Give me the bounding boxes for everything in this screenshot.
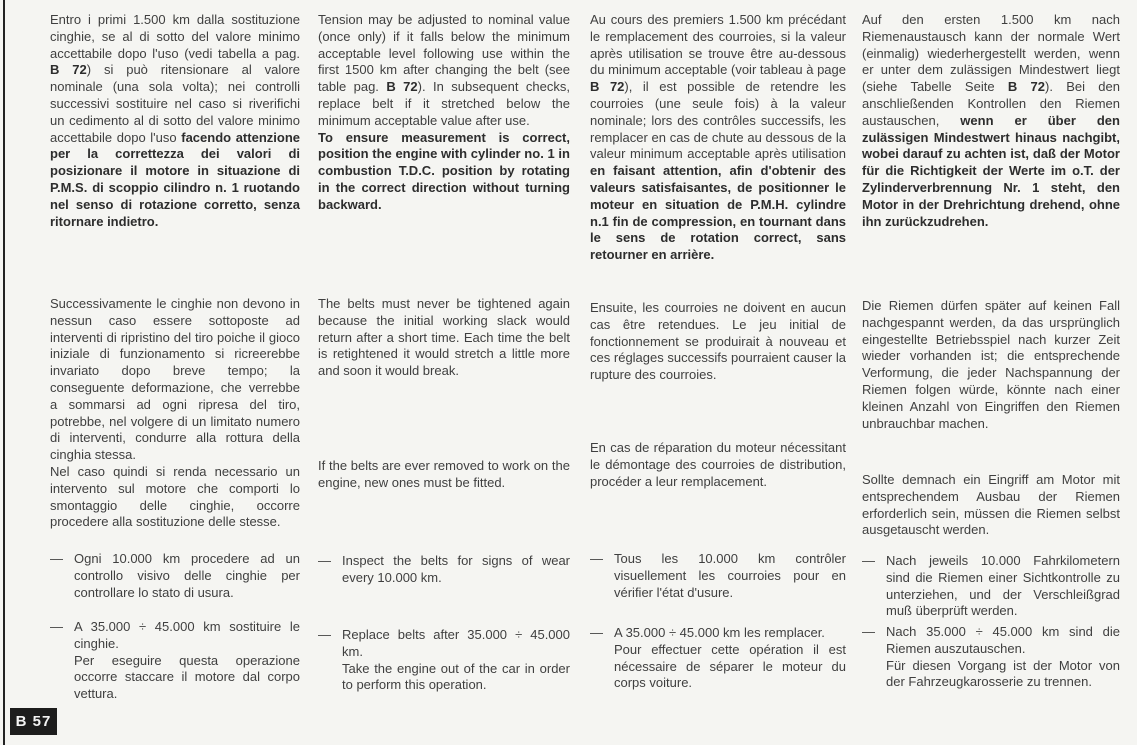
para-belt-removal-fr: En cas de réparation du moteur nécessitant le démontage des courroies de distribution, procéder a leur remplacement.	[590, 440, 846, 489]
dash-marker: —	[50, 619, 63, 634]
bullet-text: Tous les 10.000 km contrôler visuellement les courroies pour en vérifier l'état d'usure.	[614, 551, 846, 600]
page-number-badge: B 57	[10, 708, 57, 735]
bullet-text: Nach jeweils 10.000 Fahrkilometern sind die Riemen einer Sichtkontrolle zu unterziehen, und der Verschleißgrad muß überprüft werden.	[886, 553, 1120, 619]
dash-marker: —	[862, 553, 875, 568]
para-retension-rule-it: Entro i primi 1.500 km dalla sostituzione cinghie, se al di sotto del valore minimo accettabile dopo l'uso (vedi tabella a pag. B 72) si può ritensionare al valore nominale (una sola volta); nei controlli successivi sostituire nel caso si riverifichi un cedimento al di sotto del valore minimo accettabile dopo l'uso facendo attenzione per la correttezza dei valori di posizionare il motore in situazione di P.M.S. di scoppio cilindro n. 1 ruotando nel senso di rotazione corretto, senza ritornare indietro.	[50, 12, 300, 229]
bullet-inspection-fr	[590, 551, 846, 601]
dash-marker: —	[318, 553, 331, 568]
bullet-text: Nach 35.000 ÷ 45.000 km sind die Riemen auszutauschen.	[886, 624, 1120, 656]
column-italian	[50, 0, 300, 745]
para-retension-rule-fr: Au cours des premiers 1.500 km précédant le remplacement des courroies, si la valeur après utilisation se trouve être au-dessous du minimum acceptable (voir tableau à page B 72), il est possible de retendre les courroies (une seule fois) à la valeur nominale; lors des contrôles successifs, les remplacer en cas de chute au dessous de la valeur minimum acceptable après utilisation en faisant attention, afin d'obtenir des valeurs satisfaisantes, de positionner le moteur en situation de P.M.H. cylindre n.1 fin de compression, en tournant dans le sens de rotation correct, sans retourner en arrière.	[590, 12, 846, 263]
page-left-border	[3, 0, 5, 745]
dash-marker: —	[590, 551, 603, 566]
column-german	[862, 0, 1120, 745]
bullet-replacement-it	[50, 619, 300, 703]
column-french	[590, 0, 846, 745]
para-belt-removal-it: Nel caso quindi si renda necessario un intervento sul motore che comporti lo smontaggio delle cinghie, occorre procedere alla sostituzione delle stesse.	[50, 464, 300, 530]
bullet-text: Inspect the belts for signs of wear every 10.000 km.	[342, 553, 570, 585]
bullet-replacement-fr	[590, 625, 846, 692]
bullet-replacement-en	[318, 627, 570, 694]
dash-marker: —	[318, 627, 331, 642]
para-no-retighten-fr: Ensuite, les courroies ne doivent en aucun cas être retendues. Le jeu initial de fonctionnement se produirait à nouveau et ces réglages successifs pourraient causer la rupture des courroies.	[590, 300, 846, 383]
bullet-inspection-de	[862, 553, 1120, 620]
bullet-replacement-de	[862, 624, 1120, 691]
para-belt-removal-de: Sollte demnach ein Eingriff am Motor mit entsprechendem Ausbau der Riemen erforderlich sein, müssen die Riemen selbst ausgetauscht werden.	[862, 472, 1120, 538]
para-retension-rule-en	[318, 12, 570, 214]
column-english	[318, 0, 570, 745]
bullet-extra-text: Per eseguire questa operazione occorre staccare il motore dal corpo vettura.	[74, 652, 300, 702]
bullet-text: A 35.000 ÷ 45.000 km sostituire le cinghie.	[74, 619, 300, 651]
bullet-inspection-en	[318, 553, 570, 587]
para-tdc-warning-en: To ensure measurement is correct, position the engine with cylinder no. 1 in combustion T.D.C. position by rotating in the correct direction without turning backward.	[318, 129, 570, 212]
para-no-retighten-it: Successivamente le cinghie non devono in nessun caso essere sottoposte ad interventi di ripristino del tiro poiche il gioco iniziale di funzionamento si ricreerebbe invariato dopo breve tempo; la conseguente deformazione, che verrebbe a sommarsi ad ogni ripresa del tiro, potrebbe, nel volgere di un limitato numero di interventi, condurre alla rottura della cinghia stessa.	[50, 296, 300, 463]
bullet-inspection-it	[50, 551, 300, 601]
dash-marker: —	[590, 625, 603, 640]
para-retension-rule-de: Auf den ersten 1.500 km nach Riemenaustausch kann der normale Wert (einmalig) wiederhergestellt werden, wenn er unter dem zulässigen Mindestwert liegt (siehe Tabelle Seite B 72). Bei den anschließenden Kontrollen den Riemen austauschen, wenn er über den zulässigen Mindestwert hinaus nachgibt, wobei darauf zu achten ist, daß der Motor für die Richtigkeit der Werte im o.T. der Zylinderverbrennung Nr. 1 steht, den Motor in der Drehrichtung drehend, ohne ihn zurückzudrehen.	[862, 12, 1120, 229]
para-belt-removal-en: If the belts are ever removed to work on the engine, new ones must be fitted.	[318, 458, 570, 490]
bullet-extra-text: Für diesen Vorgang ist der Motor von der Fahrzeugkarosserie zu trennen.	[886, 657, 1120, 690]
bullet-text: A 35.000 ÷ 45.000 km les remplacer.	[614, 625, 825, 640]
para-retension-rule-en-text: Tension may be adjusted to nominal value (once only) if it falls below the minimum acceptable level following use within the first 1500 km after changing the belt (see table pag. B 72). In subsequent checks, replace belt if it stretched below the minimum acceptable value after use.	[318, 12, 570, 128]
dash-marker: —	[50, 551, 63, 566]
bullet-text: Replace belts after 35.000 ÷ 45.000 km.	[342, 627, 570, 659]
dash-marker: —	[862, 624, 875, 639]
bullet-extra-text: Pour effectuer cette opération il est nécessaire de séparer le moteur du corps voiture.	[614, 641, 846, 691]
para-no-retighten-de: Die Riemen dürfen später auf keinen Fall nachgespannt werden, da das ursprünglich eingestellte Betriebsspiel nach kurzer Zeit wieder vorhanden ist; die entsprechende Verformung, die jeder Nachspannung der Riemen folgen würde, könnte nach einer kleinen Anzahl von Eingriffen den Riemen unbrauchbar machen.	[862, 298, 1120, 431]
para-no-retighten-en: The belts must never be tightened again because the initial working slack would return after a short time. Each time the belt is retightened it would stretch a little more and soon it would break.	[318, 296, 570, 379]
bullet-text: Ogni 10.000 km procedere ad un controllo visivo delle cinghie per controllare lo stato di usura.	[74, 551, 300, 600]
bullet-extra-text: Take the engine out of the car in order to perform this operation.	[342, 660, 570, 693]
